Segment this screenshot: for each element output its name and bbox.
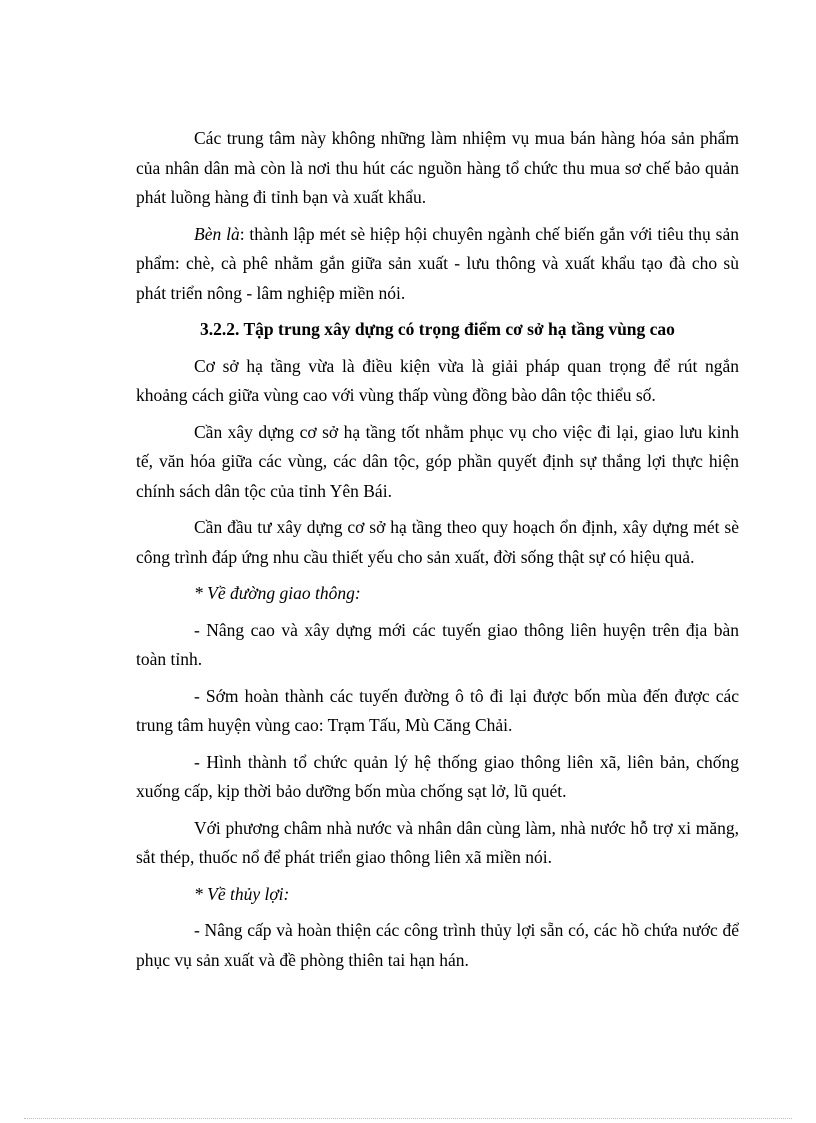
paragraph-invest: Cần đầu tư xây dựng cơ sở hạ tầng theo quy hoạch ổn định, xây dựng mét sè công trình đáp ứng nhu cầu thiết yếu cho sản xuất, đời sống thật sự có hiệu quả. bbox=[136, 517, 739, 567]
document-page bbox=[136, 124, 739, 975]
paragraph-associations bbox=[136, 220, 739, 309]
paragraph-policy: Với phương châm nhà nước và nhân dân cùng làm, nhà nước hỗ trợ xi măng, sắt thép, thuốc nổ để phát triển giao thông liên xã miền nói. bbox=[136, 817, 739, 867]
bullet-transport-1: - Nâng cao và xây dựng mới các tuyến giao thông liên huyện trên địa bàn toàn tỉnh. bbox=[136, 619, 739, 669]
paragraph-associations-body: : thành lập mét sè hiệp hội chuyên ngành chế biến gắn với tiêu thụ sản phẩm: chè, cà phê nhằm gắn giữa sản xuất - lưu thông và xuất khẩu tạo đà cho sù phát triển nông - lâm nghiệp miền nói. bbox=[136, 223, 739, 303]
page-footer-line bbox=[24, 1118, 792, 1119]
paragraph-trade-centers: Các trung tâm này không những làm nhiệm vụ mua bán hàng hóa sản phẩm của nhân dân mà còn là nơi thu hút các nguồn hàng tổ chức thu mua sơ chế bảo quản phát luồng hàng đi tỉnh bạn và xuất khẩu. bbox=[136, 128, 739, 207]
bullet-transport-2: - Sớm hoàn thành các tuyến đường ô tô đi lại được bốn mùa đến được các trung tâm huyện vùng cao: Trạm Tấu, Mù Căng Chải. bbox=[136, 685, 739, 735]
paragraph-lead-italic: Bèn là bbox=[194, 223, 240, 244]
section-heading: 3.2.2. Tập trung xây dựng có trọng điểm cơ sở hạ tầng vùng cao bbox=[200, 319, 675, 339]
bullet-transport-3: - Hình thành tổ chức quản lý hệ thống giao thông liên xã, liên bản, chống xuống cấp, kịp thời bảo dưỡng bốn mùa chống sạt lở, lũ quét. bbox=[136, 751, 739, 801]
paragraph-infrastructure: Cơ sở hạ tầng vừa là điều kiện vừa là giải pháp quan trọng để rút ngắn khoảng cách giữa vùng cao với vùng thấp vùng đồng bào dân tộc thiểu số. bbox=[136, 355, 739, 405]
subheading-irrigation: * Về thủy lợi: bbox=[194, 883, 290, 904]
bullet-irrigation-1: - Nâng cấp và hoàn thiện các công trình thủy lợi sẵn có, các hồ chứa nước để phục vụ sản xuất và đề phòng thiên tai hạn hán. bbox=[136, 920, 739, 970]
subheading-transport: * Về đường giao thông: bbox=[194, 583, 361, 603]
paragraph-build-infrastructure: Cần xây dựng cơ sở hạ tầng tốt nhằm phục vụ cho việc đi lại, giao lưu kinh tế, văn hóa giữa các vùng, các dân tộc, góp phần quyết định sự thắng lợi thực hiện chính sách dân tộc của tỉnh Yên Bái. bbox=[136, 421, 739, 501]
